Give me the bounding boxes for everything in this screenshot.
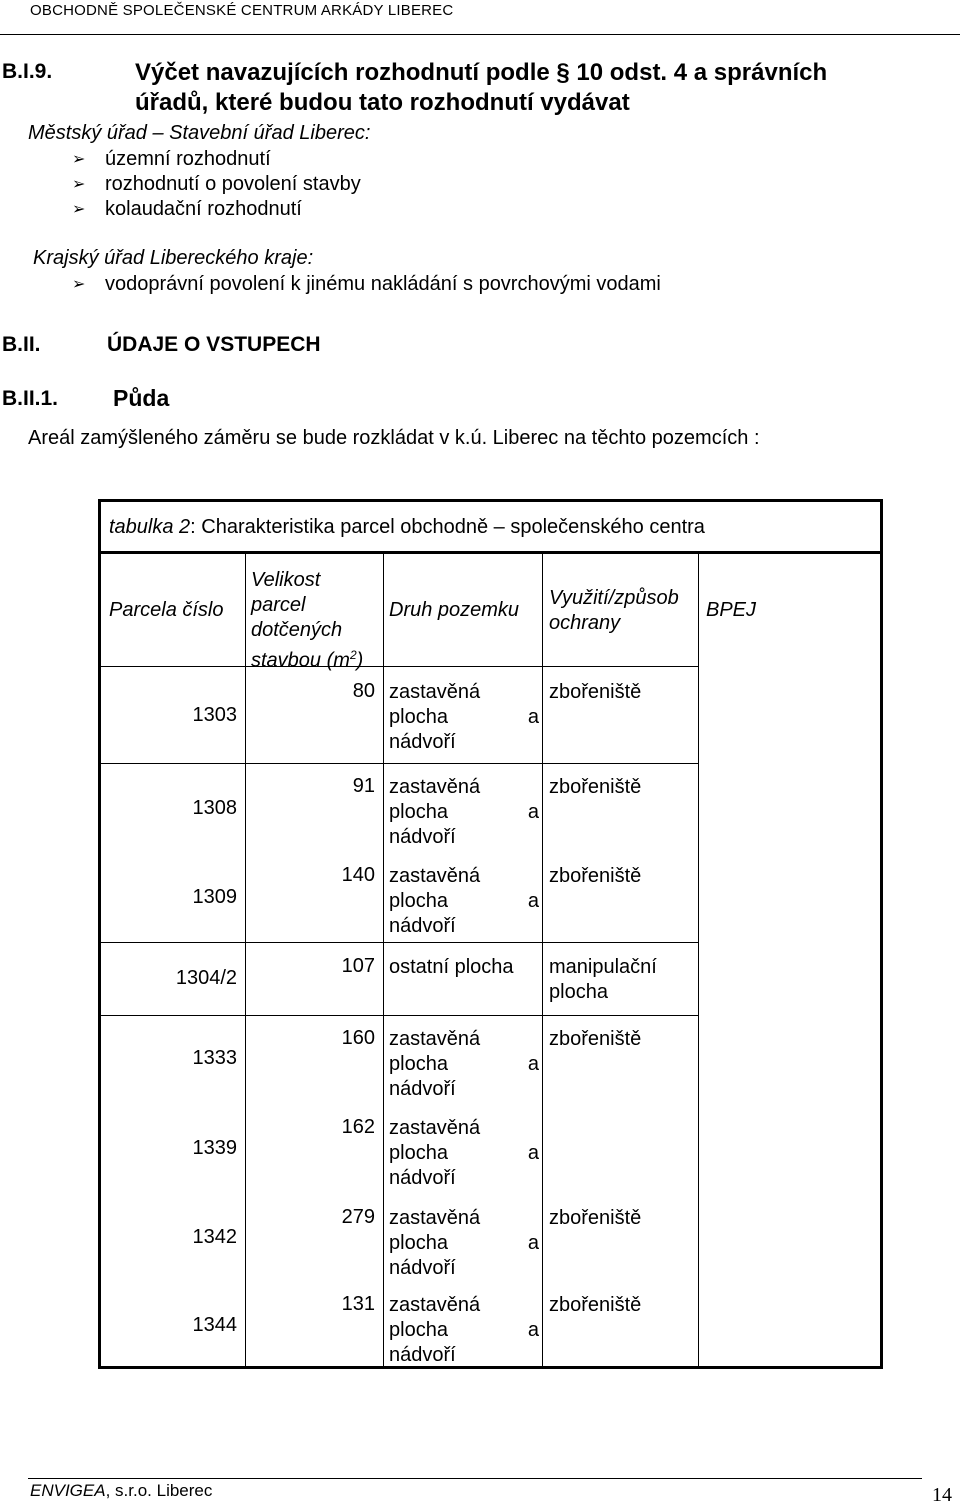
cell-size: 131 (341, 1293, 375, 1315)
cell-use: manipulační plocha (549, 956, 657, 1003)
list-item: ➢ vodoprávní povolení k jinému nakládání s povrchovými vodami (72, 272, 661, 297)
section-number: B.I.9. (2, 60, 53, 83)
authority-list (72, 147, 361, 222)
cell-use: zbořeniště (549, 865, 642, 887)
header-rule (0, 34, 960, 35)
cell-parcel: 1342 (192, 1226, 237, 1248)
grid-line (245, 554, 246, 1366)
cell-type: zastavěná plocha a nádvoří (389, 1207, 539, 1279)
cell-size: 107 (341, 955, 375, 977)
col-header-type: Druh pozemku (389, 599, 520, 621)
cell-type: zastavěná plocha a nádvoří (389, 776, 539, 848)
cell-type: zastavěná plocha a nádvoří (389, 1028, 539, 1100)
running-header: OBCHODNĚ SPOLEČENSKÉ CENTRUM ARKÁDY LIBEREC (30, 2, 454, 19)
authority-heading: Krajský úřad Libereckého kraje: (33, 247, 314, 269)
cell-size: 80 (352, 680, 375, 702)
parcel-table (98, 499, 883, 1369)
cell-parcel: 1308 (192, 797, 237, 819)
table-caption (101, 502, 880, 554)
caption-label: tabulka 2 (109, 516, 191, 538)
cell-use: zbořeniště (549, 681, 642, 703)
section-number: B.II. (2, 333, 41, 356)
caption-text: : Charakteristika parcel obchodně – společenského centra (190, 516, 705, 538)
section-title-line2: úřadů, které budou tato rozhodnutí vydávat (135, 89, 630, 116)
grid-line (101, 763, 698, 764)
cell-type: zastavěná plocha a nádvoří (389, 1294, 539, 1366)
cell-parcel: 1309 (192, 886, 237, 908)
footer-rule (28, 1478, 922, 1479)
cell-size: 162 (341, 1116, 375, 1138)
cell-parcel: 1303 (192, 704, 237, 726)
grid-line (101, 1015, 698, 1016)
cell-parcel: 1344 (192, 1314, 237, 1336)
section-title: ÚDAJE O VSTUPECH (107, 333, 321, 356)
cell-type: zastavěná plocha a nádvoří (389, 865, 539, 937)
section-number: B.II.1. (2, 387, 59, 410)
cell-parcel: 1339 (192, 1137, 237, 1159)
grid-line (542, 554, 543, 1366)
cell-type: ostatní plocha (389, 956, 514, 978)
cell-size: 279 (341, 1206, 375, 1228)
authority-list (72, 272, 661, 297)
grid-line (383, 554, 384, 1366)
cell-size: 160 (341, 1027, 375, 1049)
cell-use: zbořeniště (549, 1294, 642, 1316)
grid-line (101, 666, 698, 667)
cell-type: zastavěná plocha a nádvoří (389, 681, 539, 753)
cell-use: zbořeniště (549, 1028, 642, 1050)
section-title: Půda (113, 385, 170, 411)
cell-parcel: 1304/2 (175, 967, 237, 989)
cell-parcel: 1333 (192, 1047, 237, 1069)
list-item: ➢ rozhodnutí o povolení stavby (72, 172, 361, 197)
grid-line (101, 942, 698, 943)
cell-type: zastavěná plocha a nádvoří (389, 1117, 539, 1189)
col-header-size: Velikost parcel dotčených stavbou $(m^2)$ (251, 569, 364, 672)
col-header-use: Využití/způsob ochrany (549, 587, 679, 634)
authority-heading: Městský úřad – Stavební úřad Liberec: (28, 122, 371, 144)
footer-company: ENVIGEA, s.r.o. Liberec (30, 1481, 213, 1500)
body-paragraph: Areál zamýšleného záměru se bude rozkládat v k.ú. Liberec na těchto pozemcích : (28, 427, 760, 449)
section-title-line1: Výčet navazujících rozhodnutí podle § 10 odst. 4 a správních (135, 59, 828, 86)
col-header-bpej: BPEJ (706, 599, 757, 621)
cell-size: 91 (352, 775, 375, 797)
cell-use: zbořeniště (549, 1207, 642, 1229)
list-item: ➢ územní rozhodnutí (72, 147, 361, 172)
cell-size: 140 (341, 864, 375, 886)
cell-use: zbořeniště (549, 776, 642, 798)
page-number: 14 (932, 1484, 952, 1506)
col-header-parcel: Parcela číslo (109, 599, 224, 621)
list-item: ➢ kolaudační rozhodnutí (72, 197, 361, 222)
